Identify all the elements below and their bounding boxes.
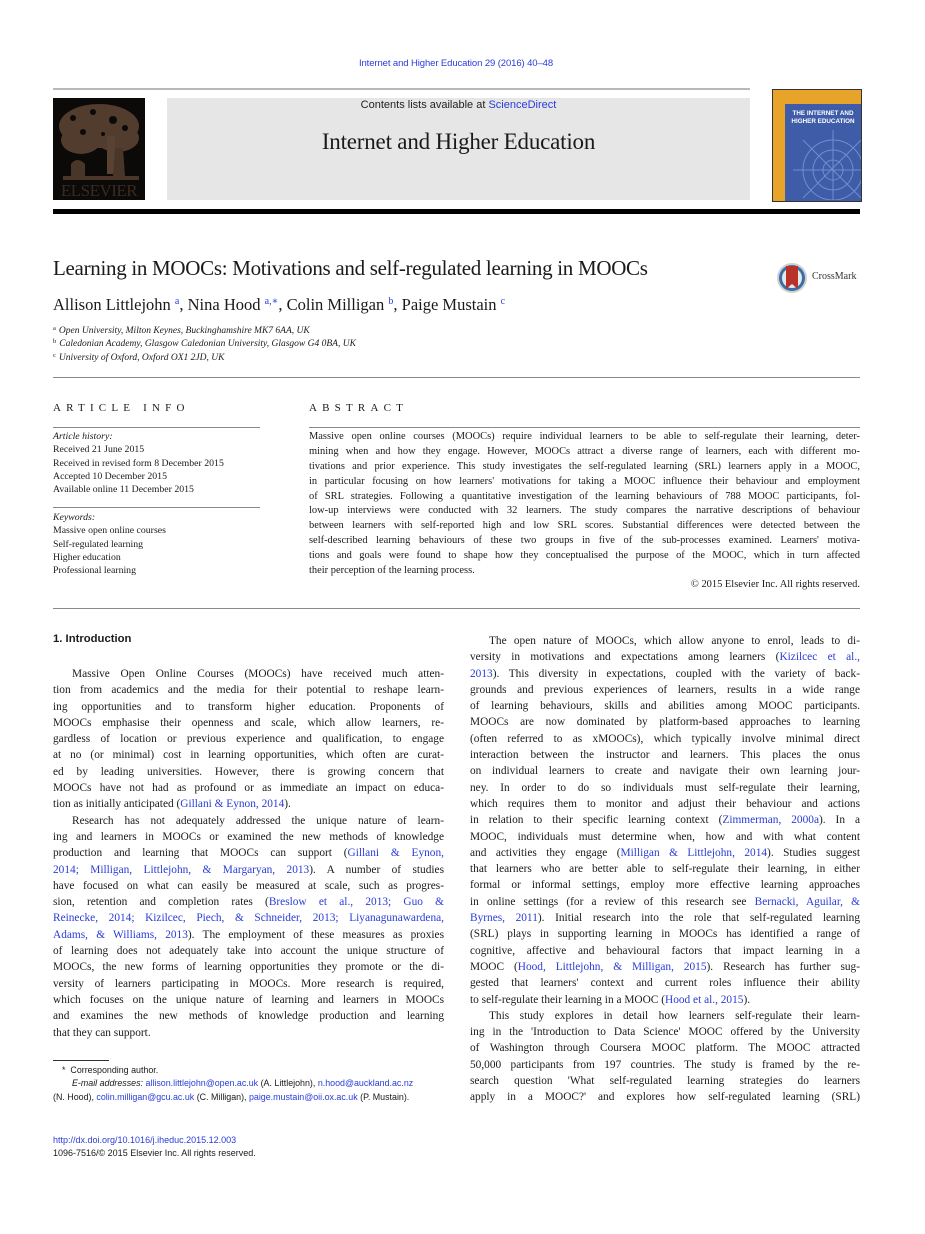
citation-link[interactable]: Milligan & Littlejohn, 2014 — [620, 846, 768, 859]
author-name[interactable]: Colin Milligan — [286, 295, 385, 314]
body-line: apply in a MOOC?' and explores how self-regulated learning (SRL) — [470, 1091, 860, 1104]
keyword[interactable]: Professional learning — [53, 565, 136, 577]
citation-link[interactable]: Gillani & Eynon, — [347, 847, 444, 860]
body-line: The open nature of MOOCs, which allow anyone to enrol, leads to di- — [489, 635, 860, 647]
body-line: interaction between the instructor and learners. This places the onus — [470, 749, 860, 762]
citation-link[interactable]: Breslow et al., 2013; Guo & — [268, 896, 444, 909]
body-line: versity in motivations and expectations among learners (Kizilcec et al., — [470, 651, 860, 664]
citation-link[interactable]: Adams, & Williams, 2013 — [53, 928, 188, 941]
body-line: that they can support. — [53, 1026, 151, 1039]
affiliation: $^a$ Open University, Milton Keynes, Buckinghamshire MK7 6AA, UK — [53, 325, 310, 336]
body-line: ing opportunities and to transform higher education. Proponents of — [53, 700, 444, 713]
sciencedirect-link[interactable]: ScienceDirect — [488, 99, 557, 111]
body-line: of learning behaviours, skills and abilities among MOOC participants. — [470, 700, 860, 713]
journal-reference[interactable]: Internet and Higher Education 29 (2016) 40–48 — [358, 58, 554, 69]
body-line: and activities they engage (Milligan & Littlejohn, 2014). Studies suggest — [470, 846, 860, 859]
body-line: that learners who are better able to self-regulate their learning, in either — [470, 863, 860, 876]
body-line: MOOCs emphasise their openness and scale, which allow learners, re- — [53, 716, 444, 729]
contents-line — [167, 99, 750, 111]
body-line: ed by leading universities. However, there is growing concern that — [53, 765, 444, 778]
history-item: Available online 11 December 2015 — [53, 484, 194, 496]
corresponding-author-note: Corresponding author. — [70, 1065, 159, 1075]
body-line: production and learning that MOOCs can support (Gillani & Eynon, — [53, 847, 444, 860]
body-line: sion, retention and completion rates (Breslow et al., 2013; Guo & — [53, 896, 444, 909]
footnote: * Corresponding author. E-mail addresses: allison.littlejohn@open.ac.uk (A. Littlejohn), n.hood@auckland.ac.nz (N. Hood), colin.milligan@gcu.ac.uk (C. Milligan), paige.mustain@oii.ox.ac.uk (P. Mustain). — [53, 1065, 414, 1102]
body-line: MOOC (Hood, Littlejohn, & Milligan, 2015). Research has further sug- — [470, 960, 860, 973]
history-item: Received 21 June 2015 — [53, 444, 145, 456]
body-line: formal or informal settings, employ more effective learning approaches — [470, 879, 860, 892]
citation-link[interactable]: 2014; Milligan, Littlejohn, & Margaryan, 2013 — [53, 863, 310, 876]
body-line: grounds and previous experiences of learners, results in a wide range — [470, 683, 860, 696]
body-line: Research has not adequately addressed the unique nature of learn- — [72, 814, 444, 827]
body-line: Adams, & Williams, 2013). The employment of these measures as proxies — [53, 928, 444, 941]
email-label: E-mail addresses: — [72, 1078, 144, 1089]
body-line: and examines the new methods of knowledge production and learning — [53, 1010, 444, 1023]
body-line: 2014; Milligan, Littlejohn, & Margaryan, 2013). A number of studies — [53, 863, 445, 876]
abstract-heading: ABSTRACT — [309, 402, 409, 414]
crossmark-icon — [776, 261, 808, 295]
body-line: ing in the 'Introduction to Data Science' MOOC offered by the University — [470, 1026, 860, 1039]
abstract-copyright: © 2015 Elsevier Inc. All rights reserved. — [690, 579, 860, 590]
keywords — [53, 511, 166, 577]
body-line: MOOCs have not had as profound or as immediate an impact on educa- — [53, 782, 444, 795]
body-line: to self-regulate their learning in a MOOC (Hood et al., 2015). — [470, 993, 751, 1006]
body-line: tion as initially anticipated (Gillani & Eynon, 2014). — [53, 798, 291, 811]
affiliation: $^b$ Caledonian Academy, Glasgow Caledonian University, Glasgow G4 0BA, UK — [53, 338, 356, 350]
author-list: Allison Littlejohn $^a$, Nina Hood $^{a,∗}$, Colin Milligan $^b$, Paige Mustain $^c$ — [53, 295, 506, 314]
journal-title[interactable]: Internet and Higher Education — [321, 129, 596, 154]
history-item: Accepted 10 December 2015 — [53, 470, 167, 482]
body-line: MOOCs, the new forms of learning opportunities they promote or the di- — [53, 961, 444, 974]
body-line: (SRL) plays in supporting learning in MOOCs has identified a range of — [470, 928, 860, 941]
email-link[interactable]: colin.milligan@gcu.ac.uk — [96, 1091, 195, 1102]
author-affil-ref[interactable]: b — [388, 296, 394, 307]
keyword[interactable]: Massive open online courses — [53, 525, 166, 537]
citation-link[interactable]: Bernacki, Aguilar, & — [754, 895, 860, 908]
citation-link[interactable]: Zimmerman, 2000a — [722, 814, 819, 827]
crossmark-label: CrossMark — [812, 271, 857, 282]
masthead-bottom-rule — [53, 209, 860, 214]
body-column-right — [470, 633, 860, 1106]
divider — [53, 427, 260, 428]
body-line: 2013). This diversity in expectations, coupled with the variety of back- — [470, 667, 860, 680]
body-line: in online settings (for a review of this research see Bernacki, Aguilar, & — [470, 895, 860, 908]
keyword[interactable]: Self-regulated learning — [53, 538, 144, 550]
doi-block — [53, 1134, 256, 1161]
body-line: of learning does not adequately take into account the unique structure of — [53, 945, 444, 958]
divider — [53, 608, 860, 609]
citation-link[interactable]: 2013 — [470, 667, 493, 680]
body-line: of Washington through Coursera MOOC platform. The MOOC attracted — [470, 1042, 860, 1055]
divider — [53, 507, 260, 508]
doi-link[interactable]: http://dx.doi.org/10.1016/j.iheduc.2015.12.003 — [53, 1135, 237, 1145]
body-line: This study explores in detail how learners self-regulate their learn- — [489, 1009, 860, 1022]
divider — [53, 377, 860, 378]
crossmark-button[interactable] — [776, 261, 862, 295]
body-column-left — [53, 666, 444, 1041]
masthead-top-rule — [53, 88, 750, 90]
body-line: ney. In order to do so individuals must self-regulate their learning, — [470, 781, 860, 794]
body-line: versity of learners participating in MOOCs. More research is required, — [53, 977, 444, 990]
history-item: Received in revised form 8 December 2015 — [53, 457, 224, 469]
elsevier-tree-logo-icon[interactable] — [53, 98, 145, 200]
footnote-rule — [53, 1060, 109, 1061]
body-line: gested that learners' context and current roles influence their ability — [470, 977, 860, 990]
citation-link[interactable]: Hood et al., 2015 — [665, 993, 744, 1006]
affiliation: $^c$ University of Oxford, Oxford OX1 2JD, UK — [53, 351, 225, 363]
abstract-text: Massive open online courses (MOOCs) require individual learners to be able to self-regulate their learning, deter- mining when and how they engage. However, MOOCs attract a diverse range of learners, each with different mo- tivations and prior experience. This study investigates the self-regulated learning (SRL) learners apply in a MOOC, in particular focusing on how learners' motivations for taking a MOOC influence their behaviour and employment of SRL strategies. Following a quantitative investigation of the learning behaviours of 788 MOOC participants, fol- low-up interviews were conducted with 32 learners. The study compares the narrative descriptions of behaviour between learners with self-reported high and low SRL scores. Substantial differences were detected between the self-described learning behaviours of these two groups in five of the sub-processes examined. Learners' motiva- tions and goals were found to shape how they conceptualised the purpose of the MOOC, which in turn affected their perception of the learning process. — [309, 431, 860, 577]
body-line: Byrnes, 2011). Initial research into the role that self-regulated learning — [470, 912, 861, 925]
author-affil-ref[interactable]: c — [500, 296, 506, 307]
author-affil-ref[interactable]: a — [174, 296, 180, 307]
keyword[interactable]: Higher education — [53, 551, 121, 563]
body-line: MOOC, individuals must determine when, how and with what content — [470, 830, 860, 843]
article-title: Learning in MOOCs: Motivations and self-regulated learning in MOOCs — [53, 256, 648, 280]
body-line: in relation to their specific learning context (Zimmerman, 2000a). In a — [470, 814, 860, 827]
body-line: cognitive, affective and behavioural factors that impact learning in a — [470, 944, 860, 957]
body-line: gardless of location or previous experience and qualification, to engage — [53, 733, 444, 746]
elsevier-wordmark: ELSEVIER — [60, 181, 138, 200]
body-line — [53, 910, 444, 926]
affiliations — [53, 325, 356, 365]
body-line: have focused on what can easily be measured at scale, such as progres- — [53, 879, 444, 892]
body-line: Massive Open Online Courses (MOOCs) have received much atten- — [72, 668, 444, 680]
journal-cover-icon[interactable] — [772, 89, 862, 202]
article-info-heading: ARTICLE INFO — [53, 402, 190, 414]
author-affil-ref[interactable]: a,∗ — [264, 296, 279, 307]
citation-link[interactable]: Kizilcec et al., — [779, 651, 860, 664]
section-heading-introduction: 1. Introduction — [53, 633, 132, 645]
history-label: Article history: — [53, 431, 113, 442]
email-link[interactable]: paige.mustain@oii.ox.ac.uk — [248, 1091, 358, 1102]
author-name[interactable]: Nina Hood — [187, 295, 261, 314]
issn-line: 1096-7516/© 2015 Elsevier Inc. All rights reserved. — [53, 1148, 256, 1159]
body-line: at no (or minimal) cost in learning opportunities, which often are curat- — [53, 749, 444, 762]
body-line: tion from academics and the media for their potential to reshape learn- — [53, 684, 444, 697]
footnote-marker: * — [62, 1065, 66, 1075]
article-history — [53, 430, 224, 496]
masthead — [167, 98, 750, 200]
email-link[interactable]: allison.littlejohn@open.ac.uk — [145, 1078, 259, 1089]
body-line: search question 'What self-regulated learning strategies do learners — [470, 1075, 860, 1088]
body-line: (often referred to as xMOOCs), which typically involve minimal direct — [470, 732, 860, 745]
author-name[interactable]: Allison Littlejohn — [53, 295, 171, 314]
email-link[interactable]: n.hood@auckland.ac.nz — [317, 1078, 414, 1089]
body-line: which focuses on the unique nature of learning and learners in MOOCs — [53, 993, 444, 1006]
divider — [309, 427, 860, 428]
body-line: which requires them to monitor and adjust their behaviour and actions — [470, 797, 860, 810]
citation-link[interactable]: Gillani & Eynon, 2014 — [180, 798, 285, 811]
author-name[interactable]: Paige Mustain — [401, 295, 497, 314]
keywords-label: Keywords: — [53, 512, 96, 523]
body-line: 50,000 participants from 197 countries. The study is framed by the re- — [470, 1058, 860, 1071]
citation-link[interactable]: Byrnes, 2011 — [470, 912, 538, 925]
body-line: ing and learners in MOOCs or examined the new methods of knowledge — [53, 830, 444, 843]
body-line: on individual learners to create and navigate their own learning jour- — [470, 765, 860, 778]
body-line: MOOCs are now dominated by platform-based approaches to learning — [470, 716, 860, 729]
cover-title: THE INTERNET AND HIGHER EDUCATION — [791, 110, 855, 125]
citation-link[interactable]: Reinecke, 2014; Kizilcec, Piech, & Schneider, 2013; Liyanagunawardena, — [53, 912, 444, 925]
citation-link[interactable]: Hood, Littlejohn, & Milligan, 2015 — [517, 960, 707, 973]
contents-prefix: Contents lists available at — [360, 99, 489, 111]
